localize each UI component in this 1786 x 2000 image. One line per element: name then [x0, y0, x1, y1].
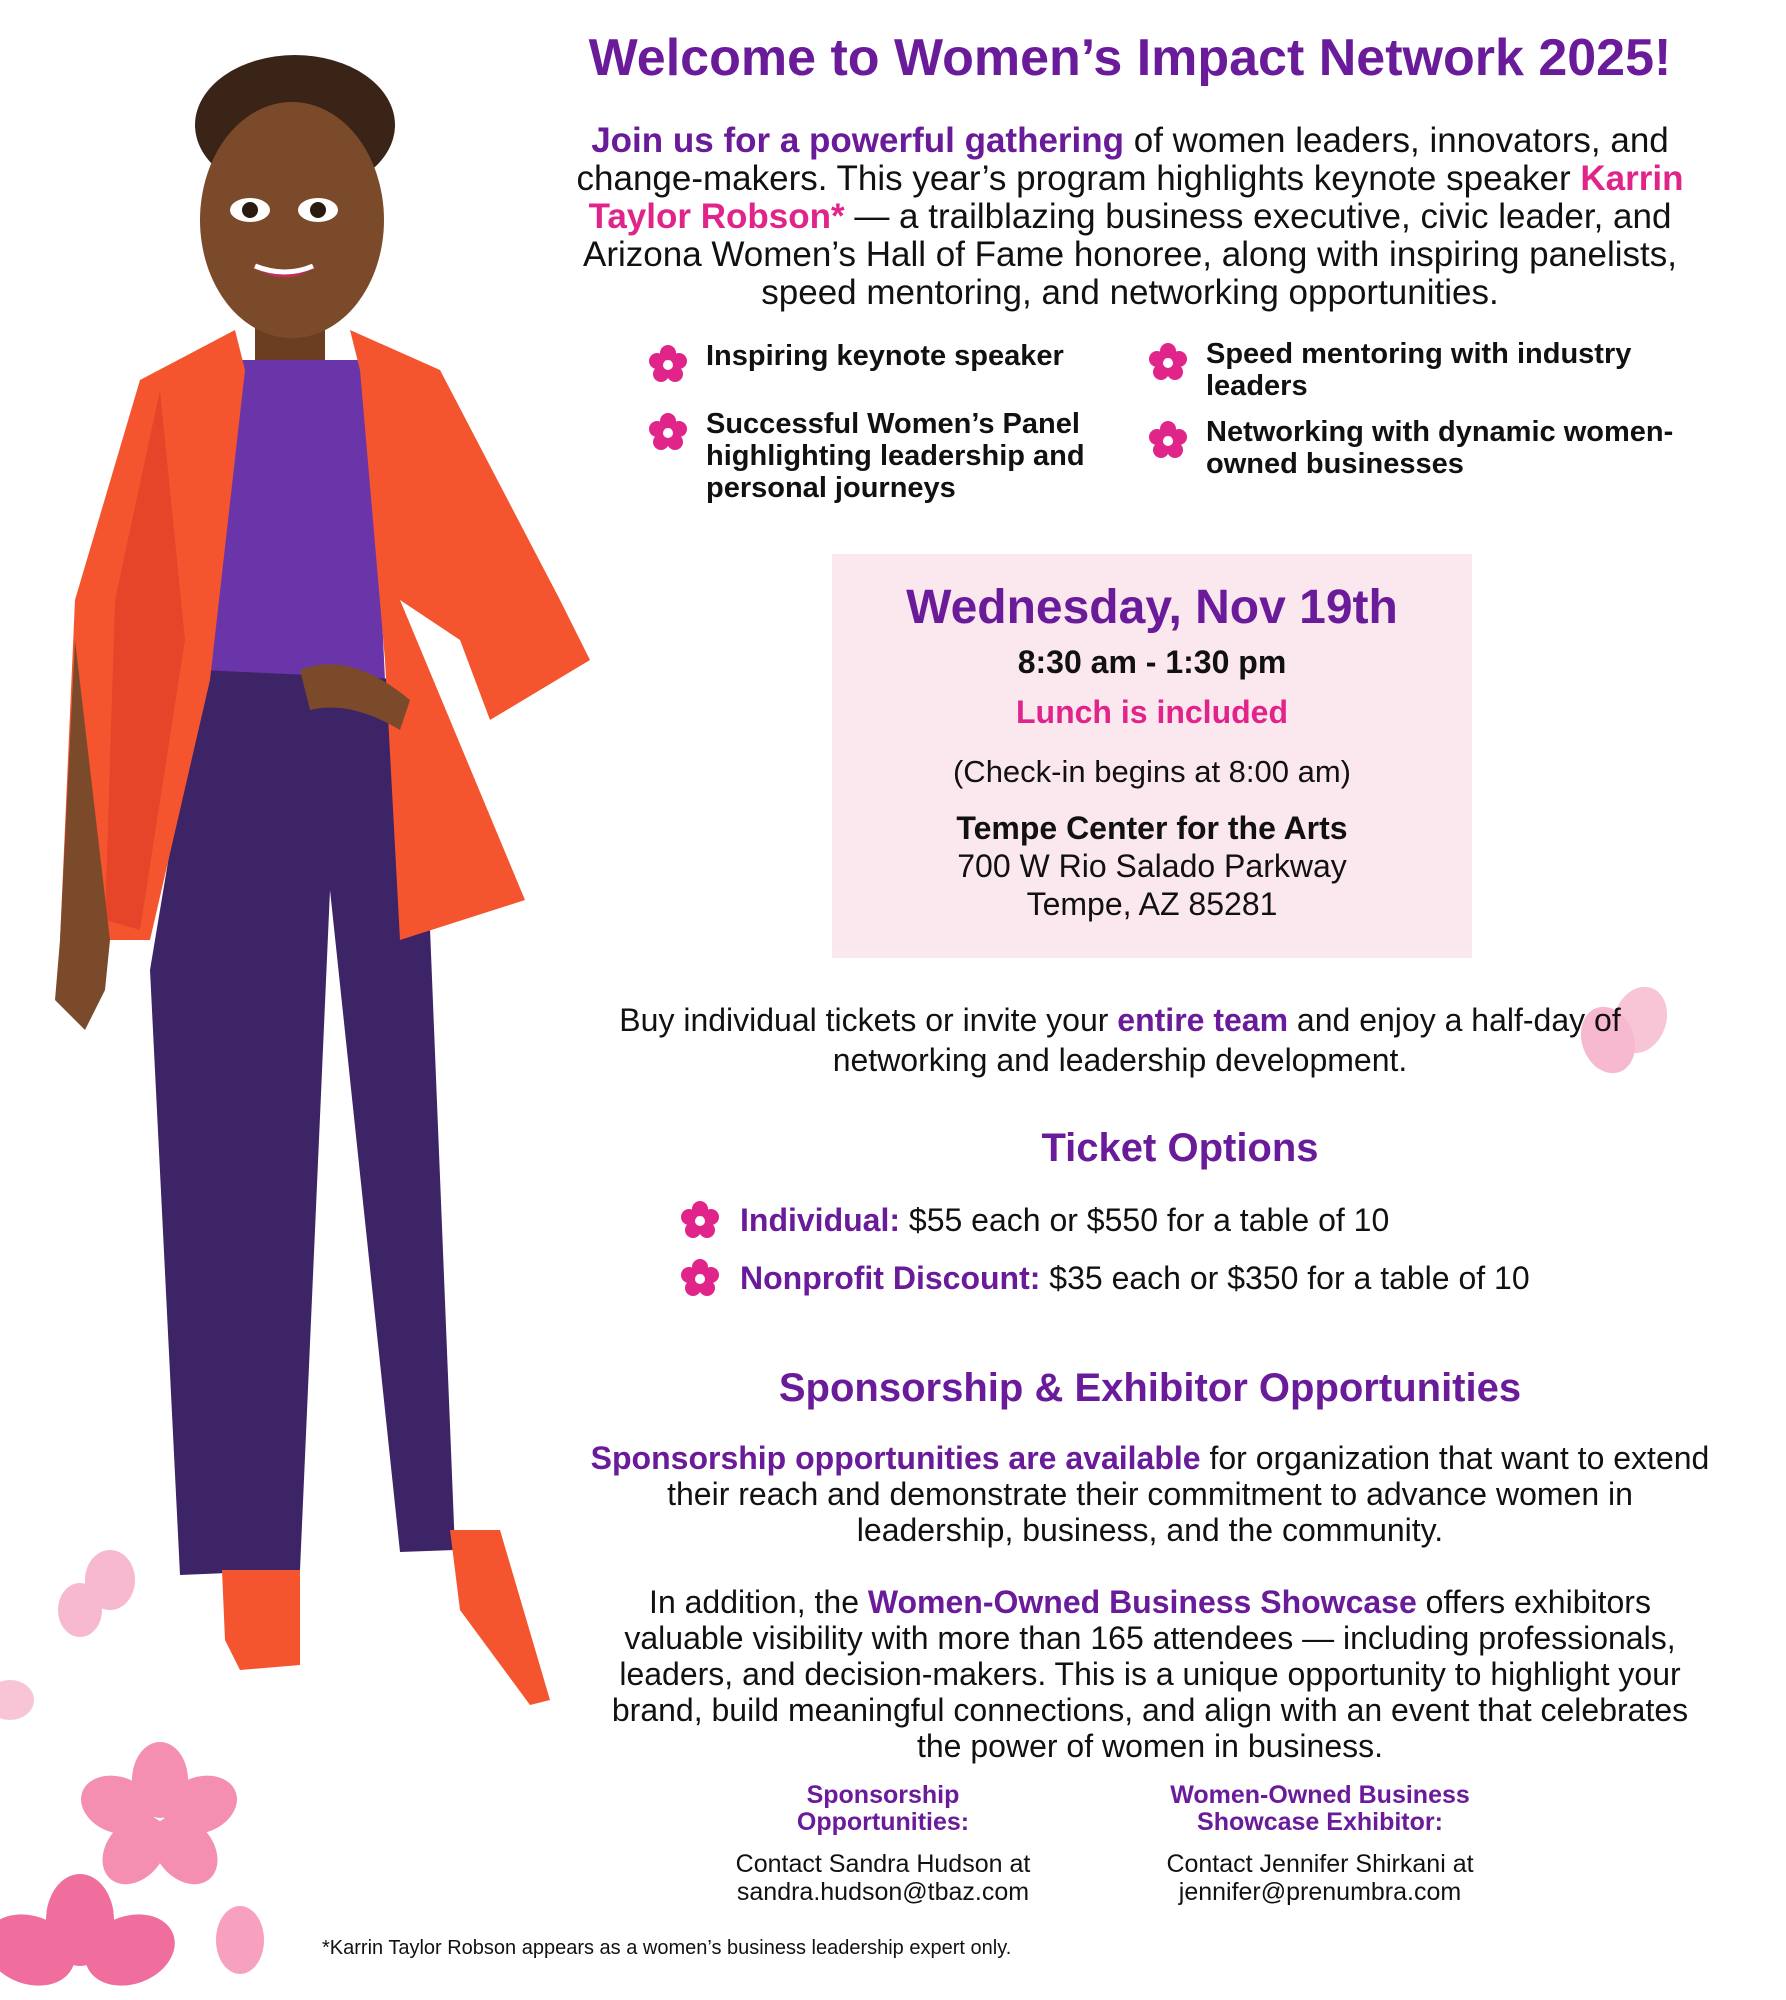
contact-name: Contact Sandra Hudson at — [735, 1850, 1031, 1878]
feature-item — [648, 408, 1108, 504]
feature-item — [1148, 416, 1708, 480]
showcase-paragraph — [590, 1584, 1710, 1764]
pink-flower-icon — [680, 1258, 720, 1298]
intro-text-1: of women leaders, innovators, and change-makers. This year’s program highlights keynote speaker — [576, 121, 1669, 198]
feature-label: Successful Women’s Panel highlighting leadership and personal journeys — [706, 408, 1085, 504]
buy-text-2: and enjoy a half-day of networking and leadership development. — [832, 1002, 1621, 1078]
feature-label: Inspiring keynote speaker — [706, 340, 1064, 372]
venue-name: Tempe Center for the Arts — [956, 810, 1348, 846]
ticket-price: $35 each or $350 for a table of 10 — [1040, 1259, 1530, 1296]
event-details-box — [832, 554, 1472, 958]
intro-text-2: — a trailblazing business executive, civic leader, and Arizona Women’s Hall of Fame honoree, along with inspiring panelists, speed mentoring, and networking opportunities. — [583, 197, 1677, 312]
lunch-note: Lunch is included — [1015, 694, 1288, 730]
pink-flower-icon — [648, 344, 688, 384]
footnote: *Karrin Taylor Robson appears as a women’s business leadership expert only. — [322, 1937, 1012, 1959]
cherry-blossom-icon — [0, 1540, 300, 2000]
ticket-option — [680, 1200, 1389, 1240]
event-time: 8:30 am - 1:30 pm — [1017, 644, 1287, 680]
venue-address-line2: Tempe, AZ 85281 — [1026, 886, 1278, 922]
feature-item — [648, 340, 1108, 384]
checkin-note: (Check-in begins at 8:00 am) — [952, 754, 1352, 789]
venue-address-line1: 700 W Rio Salado Parkway — [957, 848, 1347, 884]
sponsorship-heading: Sponsorship & Exhibitor Opportunities — [778, 1366, 1522, 1410]
buy-text-1: Buy individual tickets or invite your — [619, 1002, 1118, 1038]
event-date: Wednesday, Nov 19th — [906, 581, 1398, 634]
ticket-price: $55 each or $550 for a table of 10 — [900, 1201, 1390, 1238]
pink-flower-icon — [680, 1200, 720, 1240]
intro-paragraph — [560, 122, 1700, 312]
ticket-label: Individual: — [740, 1201, 900, 1238]
feature-label: Speed mentoring with industry leaders — [1206, 338, 1632, 402]
sponsorship-lead: Sponsorship opportunities are available — [590, 1440, 1201, 1476]
sponsorship-text: for organization that want to extend their reach and demonstrate their commitment to advance women in leadership, business, and the community. — [667, 1440, 1710, 1548]
feature-label: Networking with dynamic women-owned businesses — [1206, 416, 1674, 480]
woman-illustration — [0, 40, 640, 1760]
contact-heading: Sponsorship Opportunities: — [796, 1781, 970, 1836]
showcase-highlight: Women-Owned Business Showcase — [867, 1584, 1417, 1620]
showcase-text-2: offers exhibitors valuable visibility with more than 165 attendees — including professionals, leaders, and decision-makers. This is a unique opportunity to highlight your brand, build meaningful connections, and align with an event that celebrates the power of women in business. — [611, 1584, 1689, 1764]
contact-name: Contact Jennifer Shirkani at — [1166, 1850, 1474, 1878]
pink-flower-icon — [648, 412, 688, 452]
page-title: Welcome to Women’s Impact Network 2025! — [588, 29, 1672, 87]
ticket-options-heading: Ticket Options — [1041, 1126, 1319, 1170]
ticket-label: Nonprofit Discount: — [740, 1259, 1041, 1296]
pink-flower-icon — [1148, 342, 1188, 382]
contact-email-link[interactable]: sandra.hudson@tbaz.com — [736, 1878, 1030, 1906]
contact-email-link[interactable]: jennifer@prenumbra.com — [1178, 1878, 1462, 1906]
ticket-option — [680, 1258, 1530, 1298]
feature-item — [1148, 338, 1688, 402]
sponsorship-paragraph — [590, 1440, 1710, 1548]
pink-flower-icon — [1148, 420, 1188, 460]
intro-lead: Join us for a powerful gathering — [591, 121, 1125, 160]
buy-highlight: entire team — [1117, 1002, 1289, 1038]
buy-tickets-text — [600, 1000, 1640, 1080]
showcase-text-1: In addition, the — [649, 1584, 868, 1620]
exhibitor-contact — [1120, 1782, 1520, 1906]
sponsorship-contact — [683, 1782, 1083, 1906]
keynote-speaker-name: Karrin Taylor Robson* — [588, 159, 1684, 236]
contact-heading: Women-Owned Business Showcase Exhibitor: — [1170, 1781, 1470, 1836]
